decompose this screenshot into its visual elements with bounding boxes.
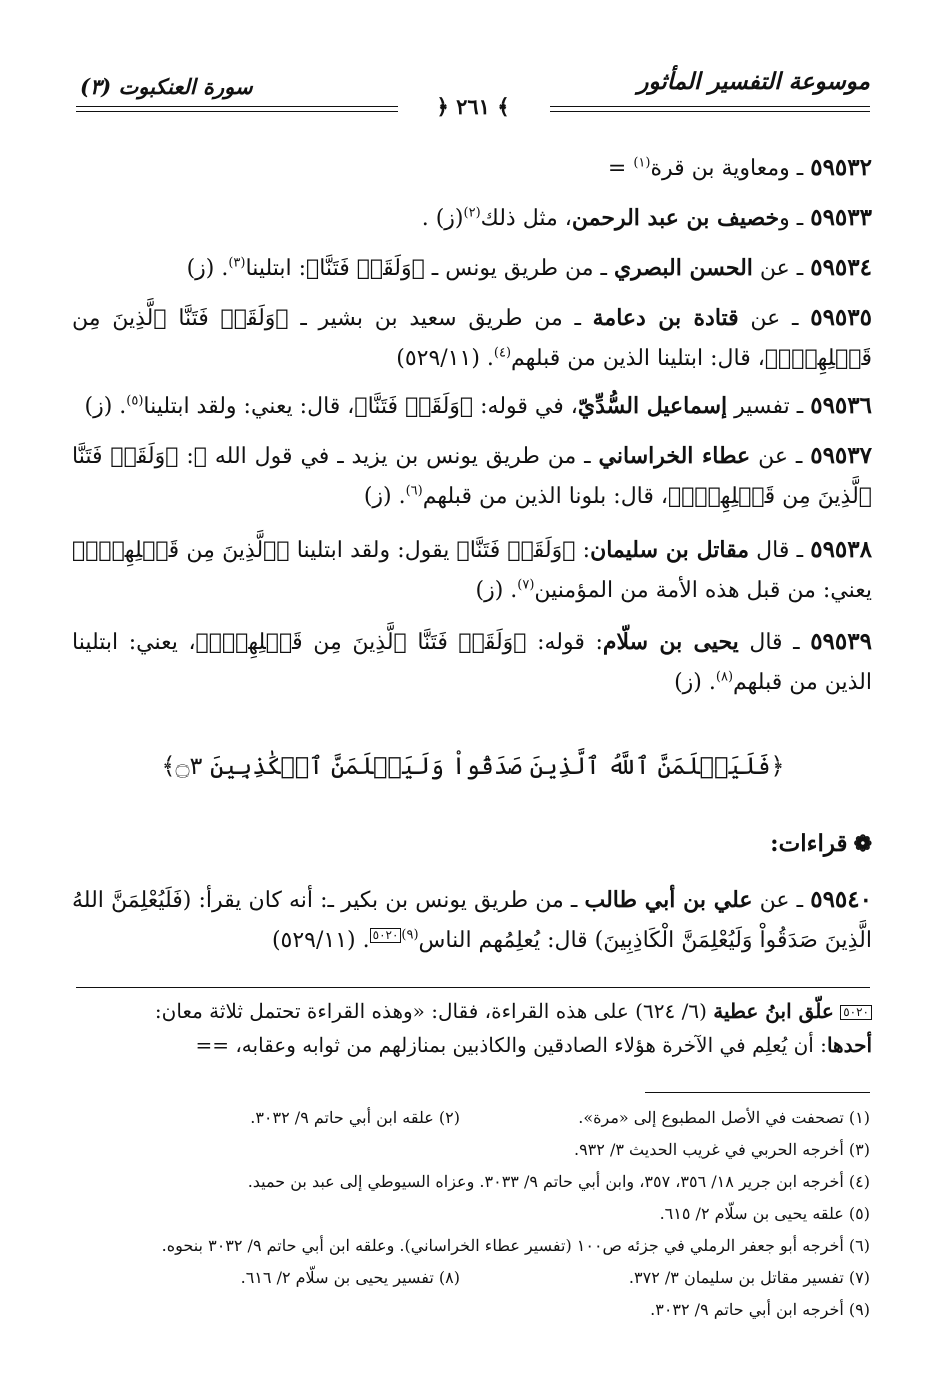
commentary-text: : أن يُعلِم في الآخرة هؤلاء الصادقين والكاذبين بمنازلهم من ثوابه وعقابه، == bbox=[195, 1033, 827, 1057]
footnote: (٨) تفسير يحيى بن سلّام ٢/ ٦١٦. bbox=[240, 1268, 460, 1287]
entry-number: ٥٩٥٣٧ bbox=[810, 442, 872, 469]
footnote-marker: (٧) bbox=[517, 577, 535, 593]
entry-59537 bbox=[72, 436, 872, 517]
quran-verse: ﴿فَلَيَعۡلَمَنَّ ٱللَّهُ ٱلَّذِينَ صَدَقُواْ وَلَيَعۡلَمَنَّ ٱلۡكَٰذِبِينَ ۝٣﴾ bbox=[161, 752, 785, 780]
entry-tail: = bbox=[607, 156, 634, 181]
entry-59535 bbox=[72, 298, 872, 379]
footnote-row bbox=[70, 1296, 870, 1323]
entry-text: ـ من طريق يونس بن يزيد ـ في قول الله ﷻ: ﴿وَلَقَدۡ فَتَنَّا ٱلَّذِينَ مِن قَبۡلِهِمۡۖ﴾، قال: بلونا الذين من قبلهم bbox=[72, 444, 872, 509]
entry-59533 bbox=[72, 198, 872, 239]
entry-59534 bbox=[72, 248, 872, 289]
narrator-name: الحسن البصري bbox=[613, 255, 753, 281]
entry-prefix: ـ قال bbox=[738, 630, 811, 655]
qiraat-heading bbox=[770, 830, 872, 857]
footnote: (٢) علقه ابن أبي حاتم ٩/ ٣٠٣٢. bbox=[250, 1108, 460, 1127]
entry-prefix: ـ bbox=[789, 156, 811, 181]
entry-59532 bbox=[72, 148, 872, 189]
commentary-text: (٦/ ٦٢٤) على هذه القراءة، فقال: «وهذه القراءة تحتمل ثلاثة معان: bbox=[154, 999, 714, 1023]
entry-number: ٥٩٥٣٦ bbox=[810, 392, 872, 419]
commentary-separator bbox=[76, 987, 870, 988]
entry-tail: . (ز) bbox=[475, 578, 518, 603]
entry-tail: . (٥٢٩/١١) bbox=[271, 928, 370, 953]
footnote-row bbox=[70, 1264, 870, 1291]
entry-text: ـ من طريق يونس بن بكير ـ: أنه كان يقرأ: (فَلَيُعْلِمَنَّ اللهُ الَّذِينَ صَدَقُواْ وَلَيُعْلِمَنَّ الْكَاذِبِينَ) قال: يُعلِمُهم الناس bbox=[72, 888, 872, 953]
entry-tail: . (ز) bbox=[186, 256, 229, 281]
entry-prefix: ـ عن bbox=[738, 306, 811, 331]
narrator-name: قتادة بن دعامة bbox=[592, 305, 739, 331]
commentary-ref-box: ٥٠٢٠ bbox=[840, 1005, 872, 1020]
entry-prefix: ـ و bbox=[779, 206, 811, 231]
footnote-marker: (٨) bbox=[715, 669, 734, 685]
narrator-name: إسماعيل السُّدِّيّ bbox=[577, 393, 728, 419]
commentator-name: علّق ابنُ عطية bbox=[713, 999, 834, 1023]
narrator-name: خصيف بن عبد الرحمن bbox=[571, 205, 780, 231]
footnote-row bbox=[70, 1168, 870, 1195]
footnote-marker: (٦) bbox=[405, 483, 423, 499]
narrator-name: يحيى بن سلّام bbox=[602, 629, 739, 655]
entry-number: ٥٩٥٣٩ bbox=[810, 628, 872, 655]
flower-ornament-icon: ❁ bbox=[853, 831, 872, 857]
entry-text: : قوله: ﴿وَلَقَدۡ فَتَنَّا ٱلَّذِينَ مِن قَبۡلِهِمۡۖ﴾، يعني: ابتلينا الذين من قبلهم bbox=[72, 630, 872, 695]
entry-59540 bbox=[72, 880, 872, 961]
footnote: (٥) علقه يحيى بن سلّام ٢/ ٦١٥. bbox=[659, 1204, 870, 1223]
narrator-name: علي بن أبي طالب bbox=[584, 887, 753, 913]
entry-text: ومعاوية بن قرة bbox=[650, 156, 790, 181]
footnote-row bbox=[70, 1232, 870, 1259]
entry-number: ٥٩٥٣٢ bbox=[810, 154, 872, 181]
footnote-separator bbox=[645, 1092, 870, 1093]
entry-prefix: ـ قال bbox=[748, 538, 811, 563]
footnote-marker: (٣) bbox=[228, 255, 246, 271]
entry-number: ٥٩٥٣٥ bbox=[810, 304, 872, 331]
narrator-name: مقاتل بن سليمان bbox=[590, 537, 749, 563]
footnote: (٧) تفسير مقاتل بن سليمان ٣/ ٣٧٢. bbox=[628, 1268, 870, 1287]
footnote-marker: (٤) bbox=[493, 345, 512, 361]
entry-text: : ﴿وَلَقَدۡ فَتَنَّا﴾ يقول: ولقد ابتلينا ﴿ٱلَّذِينَ مِن قَبۡلِهِمۡۖ﴾ يعني: من قبل هذه الأمة من المؤمنين bbox=[72, 538, 872, 603]
entry-prefix: ـ تفسير bbox=[727, 394, 811, 419]
header-rule-right bbox=[550, 106, 870, 112]
entry-number: ٥٩٥٤٠ bbox=[810, 886, 872, 913]
footnote: (٦) أخرجه أبو جعفر الرملي في جزئه ص١٠٠ (تفسير عطاء الخراساني). وعلقه ابن أبي حاتم ٩/ ٣٠٣٢ بنحوه. bbox=[161, 1236, 870, 1255]
footnote-marker: (١) bbox=[633, 155, 651, 171]
entry-59539 bbox=[72, 622, 872, 703]
entry-number: ٥٩٥٣٣ bbox=[810, 204, 872, 231]
entry-59536 bbox=[72, 386, 872, 427]
footnote: (٩) أخرجه ابن أبي حاتم ٩/ ٣٠٣٢. bbox=[650, 1300, 870, 1319]
entry-number: ٥٩٥٣٨ bbox=[810, 536, 872, 563]
entry-tail: . (ز) bbox=[363, 484, 406, 509]
entry-tail: . (ز) bbox=[674, 670, 716, 695]
footnote-marker: (٢) bbox=[463, 205, 481, 221]
footnote-row bbox=[70, 1136, 870, 1163]
entry-59538 bbox=[72, 530, 872, 611]
footnote-marker: (٩) bbox=[401, 927, 419, 943]
entry-text: ـ من طريق يونس ـ ﴿وَلَقَدۡ فَتَنَّا﴾: ابتلينا bbox=[245, 256, 614, 281]
narrator-name: عطاء الخراساني bbox=[598, 443, 751, 469]
footnote-row bbox=[70, 1200, 870, 1227]
footnote: (٤) أخرجه ابن جرير ١٨/ ٣٥٦، ٣٥٧، وابن أبي حاتم ٩/ ٣٠٣٣. وعزاه السيوطي إلى عبد بن حميد. bbox=[247, 1172, 870, 1191]
footnote-row bbox=[70, 1104, 870, 1131]
entry-text: ، مثل ذلك bbox=[480, 206, 572, 231]
page-number: ﴾ ٢٦١ ﴿ bbox=[436, 94, 510, 119]
entry-prefix: ـ عن bbox=[752, 256, 811, 281]
entry-number: ٥٩٥٣٤ bbox=[810, 254, 872, 281]
book-title: موسوعة التفسير المأثور bbox=[637, 68, 870, 95]
entry-prefix: ـ عن bbox=[750, 444, 811, 469]
footnote: (٣) أخرجه الحربي في غريب الحديث ٣/ ٩٣٢. bbox=[573, 1140, 870, 1159]
entry-text: ـ من طريق سعيد بن بشير ـ ﴿وَلَقَدۡ فَتَنَّا ٱلَّذِينَ مِن قَبۡلِهِمۡۖ﴾، قال: ابتلينا الذين من قبلهم bbox=[72, 306, 872, 371]
footnote-marker: (٥) bbox=[126, 393, 144, 409]
qiraat-heading-label: قراءات: bbox=[770, 830, 848, 857]
commentary-block bbox=[72, 994, 872, 1062]
surah-title: سورة العنكبوت (٣) bbox=[80, 74, 253, 99]
footnote: (١) تصحفت في الأصل المطبوع إلى «مرة». bbox=[578, 1108, 870, 1127]
entry-tail: . (ز) bbox=[421, 206, 464, 231]
commentary-bold: أحدها bbox=[826, 1033, 872, 1057]
entry-text: ، في قوله: ﴿وَلَقَدۡ فَتَنَّا﴾، قال: يعني: ولقد ابتلينا bbox=[143, 394, 578, 419]
header-rule-left bbox=[76, 106, 398, 112]
entry-prefix: ـ عن bbox=[752, 888, 811, 913]
entry-tail: . (ز) bbox=[84, 394, 127, 419]
commentary-ref-box[interactable]: ٥٠٢٠ bbox=[370, 928, 402, 943]
entry-tail: . (٥٢٩/١١) bbox=[396, 346, 494, 371]
